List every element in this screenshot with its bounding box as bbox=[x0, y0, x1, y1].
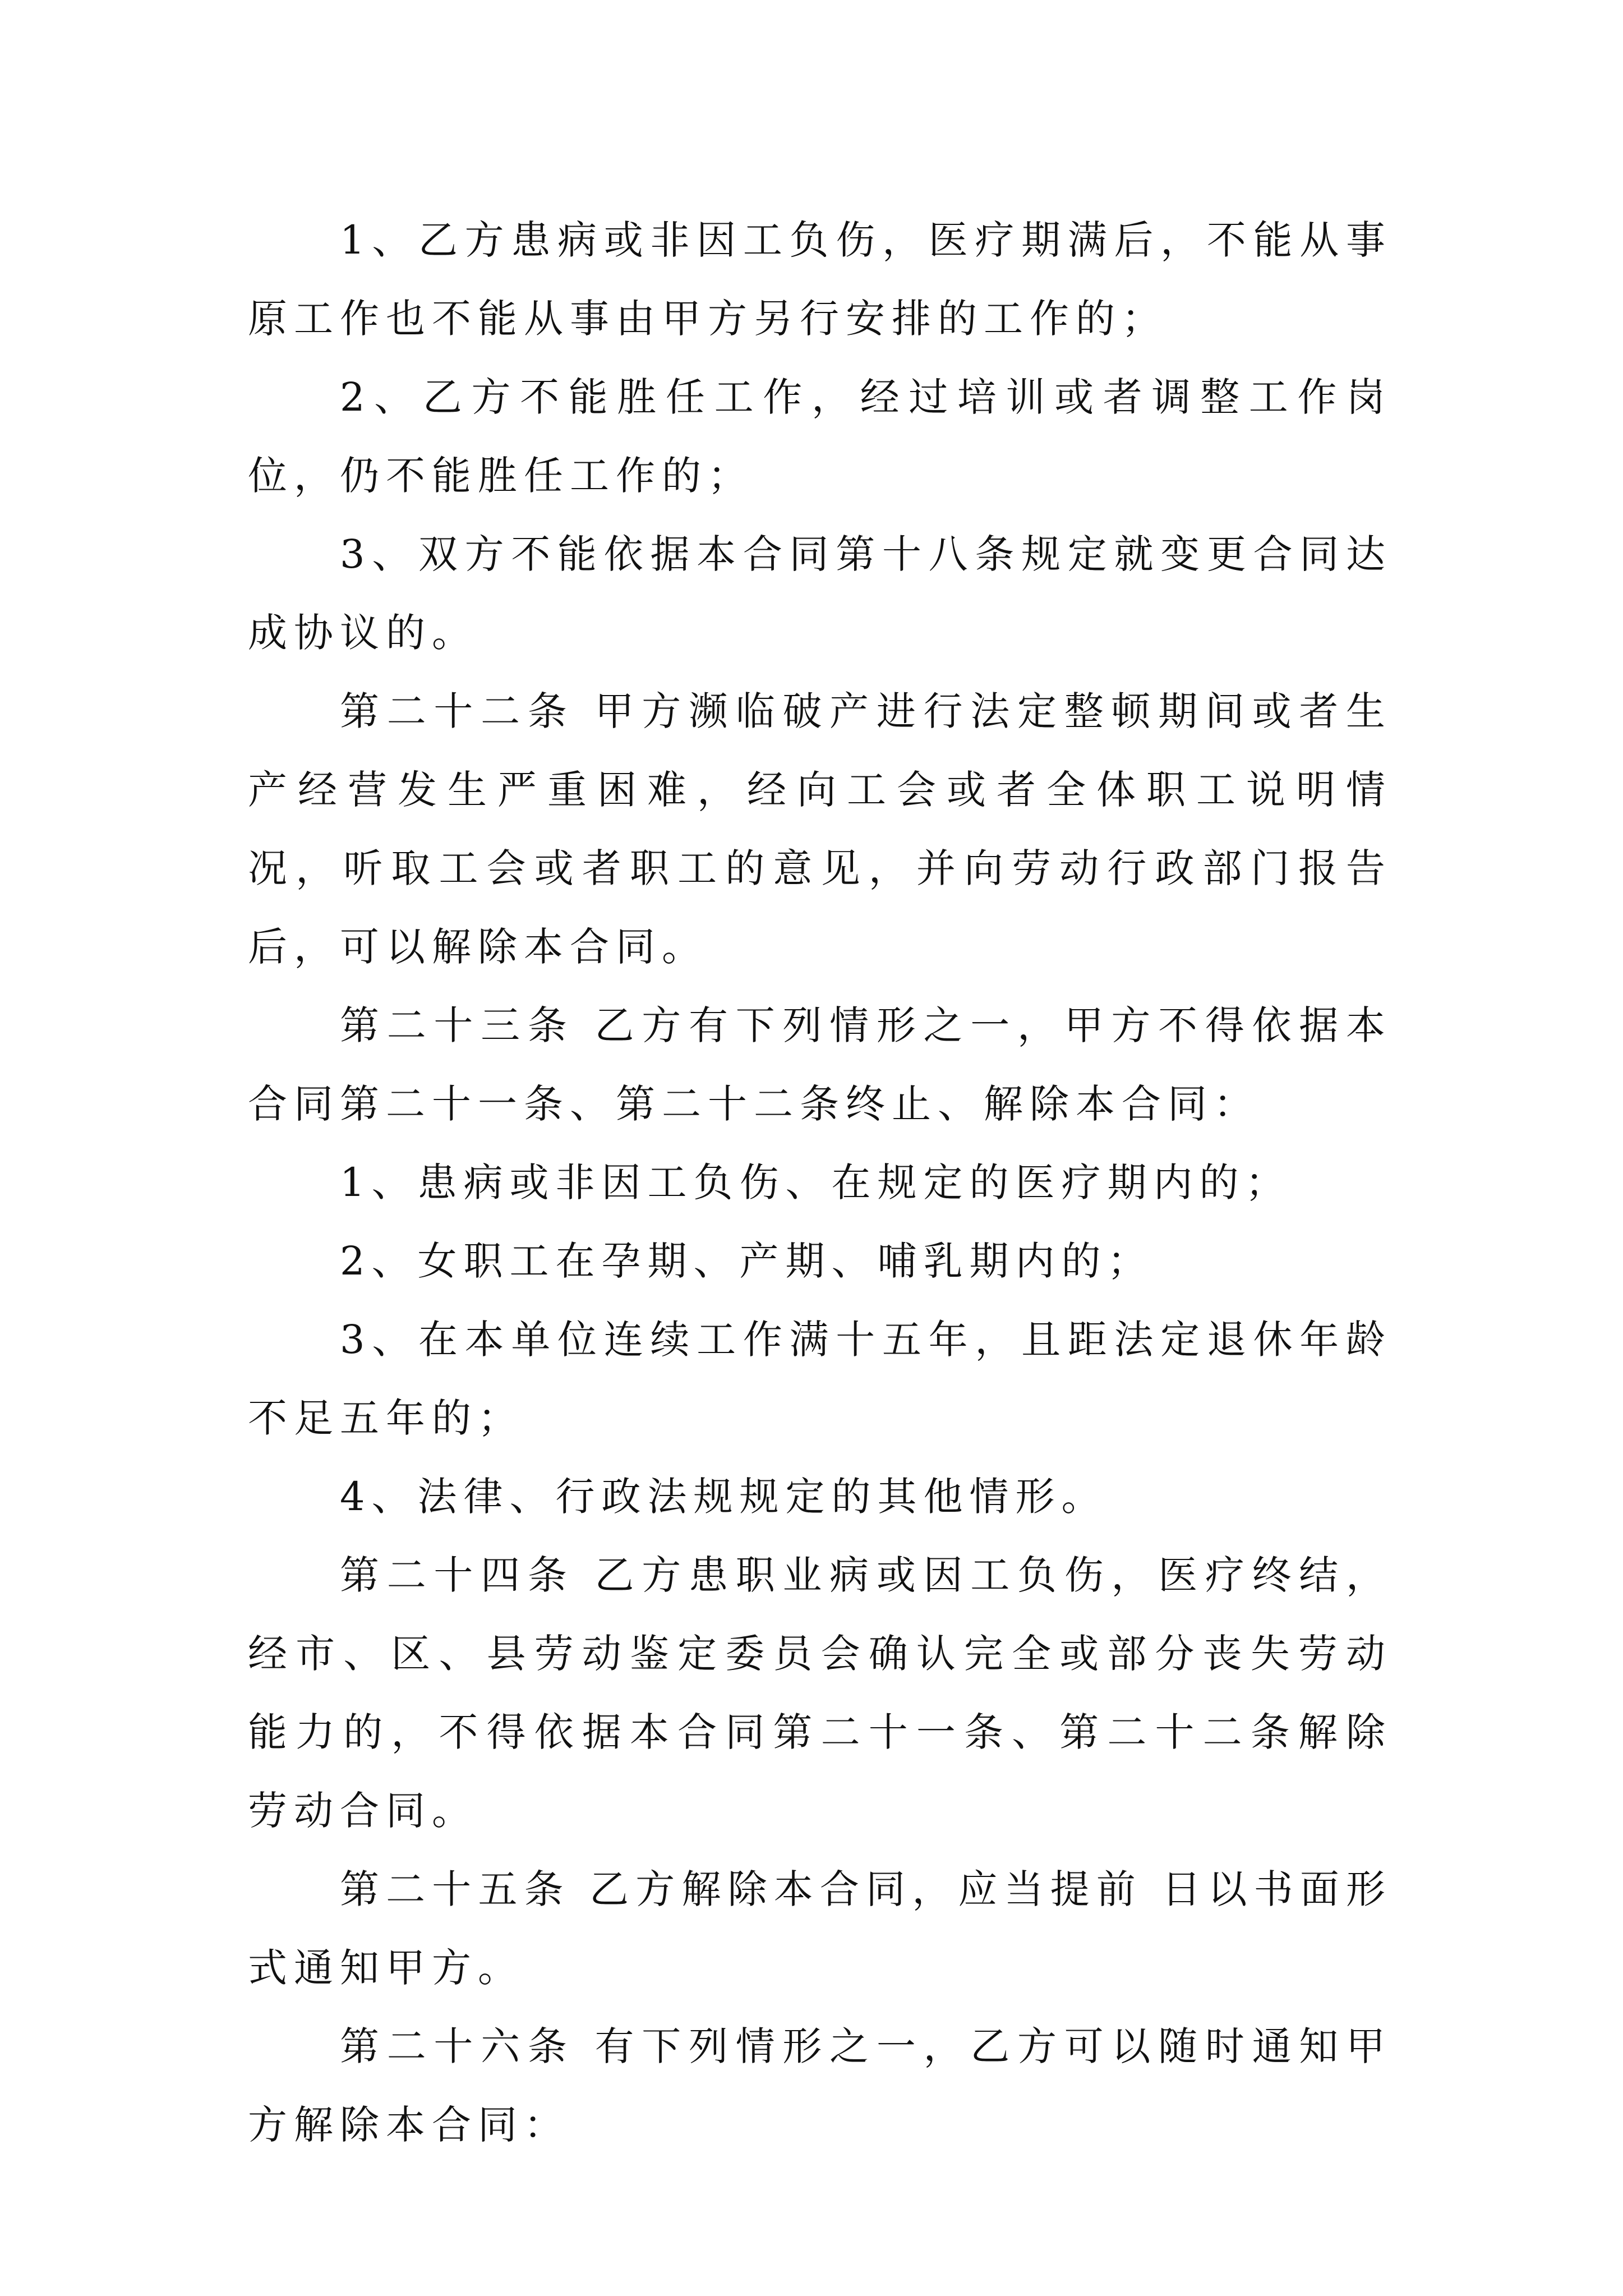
document-body bbox=[248, 201, 1392, 2164]
clause-paragraph: 1、患病或非因工负伤、在规定的医疗期内的； bbox=[340, 1159, 1292, 1205]
article-26-paragraph: 第二十六条 有下列情形之一，乙方可以随时通知甲方解除本合同： bbox=[248, 2023, 1392, 2148]
article-22-paragraph: 第二十二条 甲方濒临破产进行法定整顿期间或者生产经营发生严重困难，经向工会或者全体职工说明情况，听取工会或者职工的意见，并向劳动行政部门报告后，可以解除本合同。 bbox=[248, 688, 1392, 970]
clause-paragraph: 2、女职工在孕期、产期、哺乳期内的； bbox=[340, 1238, 1154, 1284]
clause-paragraph: 3、双方不能依据本合同第十八条规定就变更合同达成协议的。 bbox=[248, 531, 1392, 656]
article-24-paragraph: 第二十四条 乙方患职业病或因工负伤，医疗终结，经市、区、县劳动鉴定委员会确认完全或部分丧失劳动能力的，不得依据本合同第二十一条、第二十二条解除劳动合同。 bbox=[248, 1552, 1392, 1834]
article-23-paragraph: 第二十三条 乙方有下列情形之一，甲方不得依据本合同第二十一条、第二十二条终止、解除本合同： bbox=[248, 1002, 1392, 1127]
article-25-paragraph: 第二十五条 乙方解除本合同，应当提前 日以书面形式通知甲方。 bbox=[248, 1866, 1392, 1991]
clause-paragraph: 1、乙方患病或非因工负伤，医疗期满后，不能从事原工作也不能从事由甲方另行安排的工作的； bbox=[248, 217, 1392, 342]
clause-paragraph: 2、乙方不能胜任工作，经过培训或者调整工作岗位，仍不能胜任工作的； bbox=[248, 374, 1392, 499]
clause-paragraph: 3、在本单位连续工作满十五年，且距法定退休年龄不足五年的； bbox=[248, 1317, 1392, 1441]
clause-paragraph: 4、法律、行政法规规定的其他情形。 bbox=[340, 1474, 1108, 1520]
